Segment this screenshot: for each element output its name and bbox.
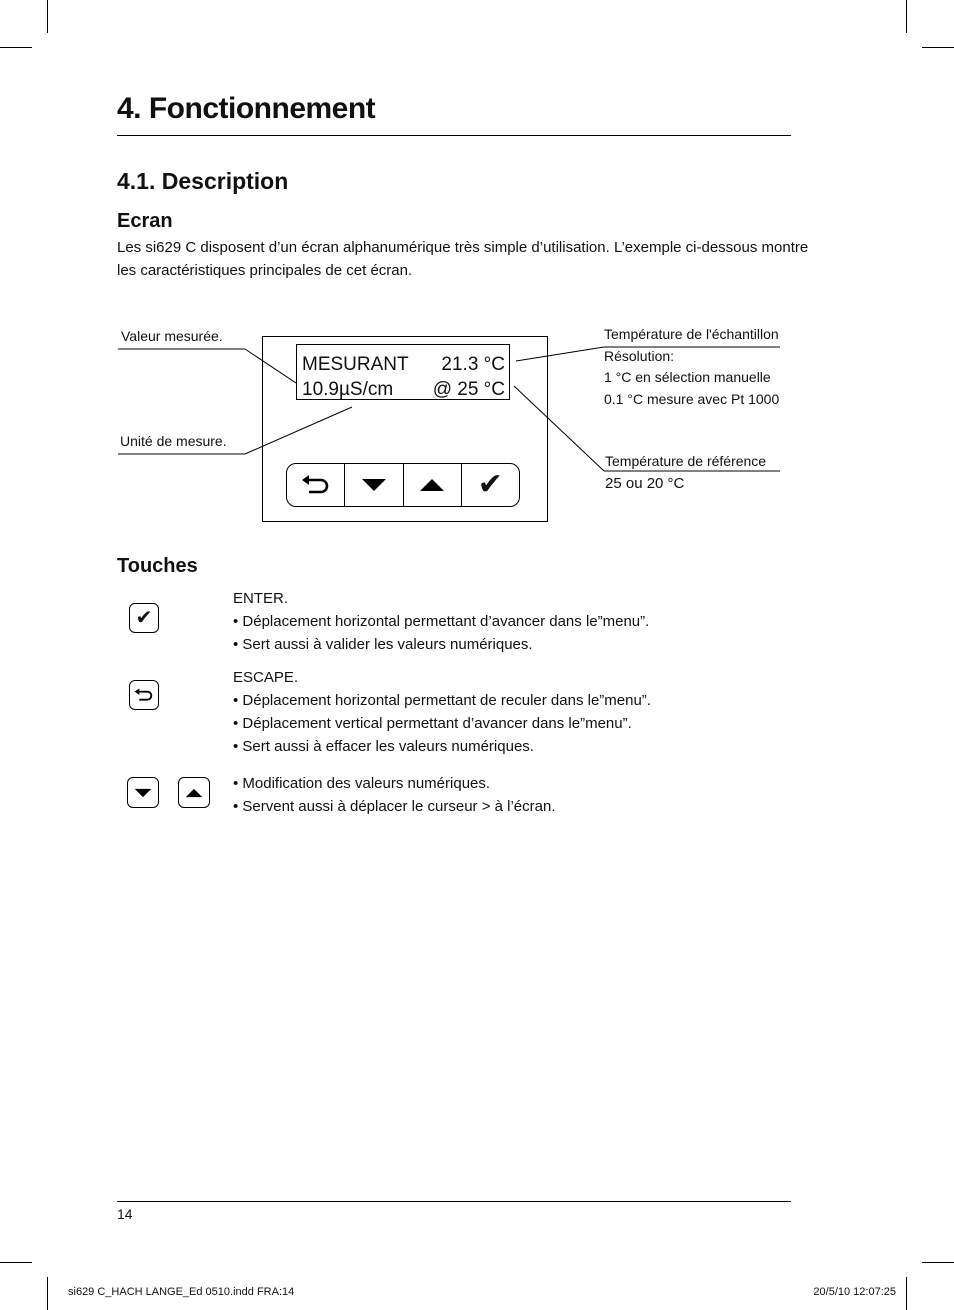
label-resolution: Résolution: — [604, 348, 675, 364]
touches-title: Touches — [117, 555, 198, 577]
keypad — [286, 463, 520, 507]
escape-key-icon — [129, 680, 159, 710]
label-resolution-pt1000: 0.1 °C mesure avec Pt 1000 — [604, 391, 780, 407]
return-arrow-icon — [301, 474, 331, 496]
check-icon: ✔ — [477, 468, 503, 501]
lcd-conductivity: 10.9µS/cm — [302, 379, 394, 400]
label-unit: Unité de mesure. — [120, 433, 227, 449]
arrows-line: • Modification des valeurs numériques. — [233, 775, 491, 792]
ecran-paragraph-line: Les si629 C disposent d’un écran alphanumérique très simple d’utilisation. L’exemple ci-dessous montre — [117, 239, 809, 256]
escape-name: ESCAPE. — [233, 669, 299, 686]
escape-description — [233, 666, 651, 758]
up-key-icon — [178, 777, 210, 808]
enter-name: ENTER. — [233, 590, 289, 607]
lcd-screen — [296, 344, 510, 400]
escape-line: • Sert aussi à effacer les valeurs numériques. — [233, 738, 534, 755]
escape-key[interactable] — [287, 464, 345, 506]
lcd-mode: MESURANT — [302, 354, 409, 375]
enter-line: • Déplacement horizontal permettant d’avancer dans le”menu”. — [233, 613, 650, 630]
crop-mark — [47, 1277, 48, 1310]
up-key[interactable] — [404, 464, 462, 506]
crop-mark — [922, 1262, 954, 1263]
page-number: 14 — [117, 1206, 133, 1222]
label-reference-values: 25 ou 20 °C — [605, 475, 685, 492]
check-icon: ✔ — [135, 607, 153, 629]
arrows-description — [233, 772, 556, 818]
down-key[interactable] — [345, 464, 403, 506]
lcd-temperature: 21.3 °C — [441, 354, 505, 375]
escape-line: • Déplacement vertical permettant d’avancer dans le”menu”. — [233, 715, 632, 732]
triangle-up-icon — [419, 478, 445, 492]
return-arrow-icon — [134, 687, 154, 703]
section-title: 4.1. Description — [117, 168, 289, 194]
footer-file-info: si629 C_HACH LANGE_Ed 0510.indd FRA:14 — [68, 1286, 295, 1298]
enter-key[interactable] — [462, 464, 519, 506]
page-title: 4. Fonctionnement — [117, 92, 376, 125]
label-measured-value: Valeur mesurée. — [121, 328, 223, 344]
footer-rule — [117, 1201, 791, 1202]
down-key-icon — [127, 777, 159, 808]
ecran-paragraph-line: les caractéristiques principales de cet écran. — [117, 262, 413, 279]
enter-line: • Sert aussi à valider les valeurs numériques. — [233, 636, 533, 653]
label-sample-temperature: Température de l'échantillon — [604, 326, 779, 342]
footer-timestamp: 20/5/10 12:07:25 — [813, 1286, 896, 1298]
ecran-title: Ecran — [117, 210, 173, 232]
device-panel — [262, 336, 548, 522]
lcd-line-2 — [302, 379, 505, 403]
label-reference-temperature: Température de référence — [605, 453, 767, 469]
lcd-reference-temperature: @ 25 °C — [432, 379, 505, 400]
triangle-up-icon — [185, 788, 203, 798]
triangle-down-icon — [134, 788, 152, 798]
enter-description — [233, 587, 649, 656]
lcd-line-1 — [302, 354, 505, 378]
label-resolution-manual: 1 °C en sélection manuelle — [604, 369, 771, 385]
escape-line: • Déplacement horizontal permettant de reculer dans le”menu”. — [233, 692, 651, 709]
triangle-down-icon — [361, 478, 387, 492]
arrows-line: • Servent aussi à déplacer le curseur > à l’écran. — [233, 798, 556, 815]
enter-key-icon — [129, 603, 159, 633]
crop-mark — [906, 1277, 907, 1310]
crop-mark — [0, 1262, 32, 1263]
